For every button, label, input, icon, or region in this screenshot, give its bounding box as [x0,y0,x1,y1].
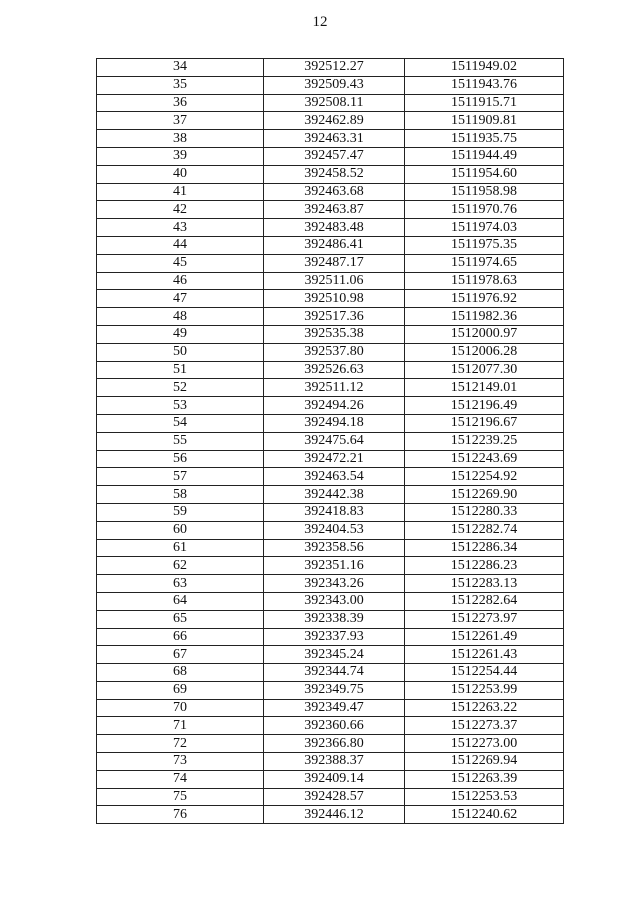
y-coordinate-cell: 1512263.22 [405,699,564,717]
y-coordinate-cell: 1512283.13 [405,575,564,593]
point-number-cell: 72 [97,735,264,753]
point-number-cell: 45 [97,254,264,272]
point-number-cell: 55 [97,432,264,450]
table-row [97,414,564,432]
point-number-cell: 62 [97,557,264,575]
table-row [97,753,564,771]
point-number-cell: 36 [97,94,264,112]
y-coordinate-cell: 1512273.00 [405,735,564,753]
table-row [97,717,564,735]
y-coordinate-cell: 1512239.25 [405,432,564,450]
point-number-cell: 48 [97,308,264,326]
y-coordinate-cell: 1511974.03 [405,219,564,237]
point-number-cell: 67 [97,646,264,664]
point-number-cell: 37 [97,112,264,130]
table-row [97,76,564,94]
point-number-cell: 75 [97,788,264,806]
point-number-cell: 41 [97,183,264,201]
y-coordinate-cell: 1512196.49 [405,397,564,415]
x-coordinate-cell: 392418.83 [264,503,405,521]
y-coordinate-cell: 1511970.76 [405,201,564,219]
point-number-cell: 51 [97,361,264,379]
y-coordinate-cell: 1512269.94 [405,753,564,771]
x-coordinate-cell: 392494.18 [264,414,405,432]
x-coordinate-cell: 392486.41 [264,236,405,254]
table-row [97,503,564,521]
point-number-cell: 40 [97,165,264,183]
table-row [97,539,564,557]
table-row [97,486,564,504]
x-coordinate-cell: 392343.26 [264,575,405,593]
x-coordinate-cell: 392511.12 [264,379,405,397]
x-coordinate-cell: 392458.52 [264,165,405,183]
point-number-cell: 68 [97,664,264,682]
x-coordinate-cell: 392442.38 [264,486,405,504]
page-number: 12 [312,14,328,30]
coordinates-table-body [97,59,564,824]
point-number-cell: 43 [97,219,264,237]
x-coordinate-cell: 392508.11 [264,94,405,112]
x-coordinate-cell: 392345.24 [264,646,405,664]
point-number-cell: 66 [97,628,264,646]
x-coordinate-cell: 392351.16 [264,557,405,575]
point-number-cell: 35 [97,76,264,94]
table-row [97,112,564,130]
y-coordinate-cell: 1512269.90 [405,486,564,504]
table-row [97,521,564,539]
x-coordinate-cell: 392511.06 [264,272,405,290]
y-coordinate-cell: 1512286.34 [405,539,564,557]
x-coordinate-cell: 392349.75 [264,681,405,699]
point-number-cell: 54 [97,414,264,432]
x-coordinate-cell: 392462.89 [264,112,405,130]
y-coordinate-cell: 1512149.01 [405,379,564,397]
x-coordinate-cell: 392475.64 [264,432,405,450]
x-coordinate-cell: 392463.31 [264,130,405,148]
point-number-cell: 70 [97,699,264,717]
table-row [97,343,564,361]
x-coordinate-cell: 392404.53 [264,521,405,539]
y-coordinate-cell: 1511974.65 [405,254,564,272]
x-coordinate-cell: 392457.47 [264,147,405,165]
x-coordinate-cell: 392517.36 [264,308,405,326]
y-coordinate-cell: 1511944.49 [405,147,564,165]
x-coordinate-cell: 392446.12 [264,806,405,824]
y-coordinate-cell: 1511976.92 [405,290,564,308]
table-row [97,610,564,628]
table-row [97,646,564,664]
table-row [97,290,564,308]
x-coordinate-cell: 392360.66 [264,717,405,735]
x-coordinate-cell: 392428.57 [264,788,405,806]
table-row [97,468,564,486]
x-coordinate-cell: 392509.43 [264,76,405,94]
point-number-cell: 58 [97,486,264,504]
point-number-cell: 57 [97,468,264,486]
table-row [97,165,564,183]
point-number-cell: 39 [97,147,264,165]
y-coordinate-cell: 1511949.02 [405,59,564,77]
y-coordinate-cell: 1512282.64 [405,592,564,610]
point-number-cell: 47 [97,290,264,308]
point-number-cell: 61 [97,539,264,557]
y-coordinate-cell: 1512273.37 [405,717,564,735]
x-coordinate-cell: 392512.27 [264,59,405,77]
table-row [97,147,564,165]
x-coordinate-cell: 392483.48 [264,219,405,237]
point-number-cell: 71 [97,717,264,735]
table-row [97,770,564,788]
table-row [97,94,564,112]
table-row [97,699,564,717]
table-row [97,272,564,290]
y-coordinate-cell: 1512280.33 [405,503,564,521]
point-number-cell: 73 [97,753,264,771]
table-row [97,361,564,379]
table-row [97,557,564,575]
point-number-cell: 46 [97,272,264,290]
y-coordinate-cell: 1511975.35 [405,236,564,254]
x-coordinate-cell: 392344.74 [264,664,405,682]
table-row [97,450,564,468]
y-coordinate-cell: 1512282.74 [405,521,564,539]
y-coordinate-cell: 1512261.43 [405,646,564,664]
y-coordinate-cell: 1512243.69 [405,450,564,468]
table-row [97,236,564,254]
y-coordinate-cell: 1512240.62 [405,806,564,824]
x-coordinate-cell: 392463.68 [264,183,405,201]
y-coordinate-cell: 1511954.60 [405,165,564,183]
y-coordinate-cell: 1511982.36 [405,308,564,326]
table-row [97,254,564,272]
table-row [97,219,564,237]
y-coordinate-cell: 1512273.97 [405,610,564,628]
point-number-cell: 53 [97,397,264,415]
x-coordinate-cell: 392535.38 [264,325,405,343]
y-coordinate-cell: 1512006.28 [405,343,564,361]
point-number-cell: 76 [97,806,264,824]
y-coordinate-cell: 1512000.97 [405,325,564,343]
x-coordinate-cell: 392494.26 [264,397,405,415]
x-coordinate-cell: 392537.80 [264,343,405,361]
x-coordinate-cell: 392388.37 [264,753,405,771]
x-coordinate-cell: 392358.56 [264,539,405,557]
point-number-cell: 56 [97,450,264,468]
x-coordinate-cell: 392510.98 [264,290,405,308]
table-row [97,432,564,450]
point-number-cell: 74 [97,770,264,788]
table-row [97,325,564,343]
table-row [97,130,564,148]
x-coordinate-cell: 392343.00 [264,592,405,610]
y-coordinate-cell: 1512254.44 [405,664,564,682]
y-coordinate-cell: 1511909.81 [405,112,564,130]
x-coordinate-cell: 392463.87 [264,201,405,219]
point-number-cell: 52 [97,379,264,397]
x-coordinate-cell: 392338.39 [264,610,405,628]
point-number-cell: 50 [97,343,264,361]
x-coordinate-cell: 392366.80 [264,735,405,753]
point-number-cell: 44 [97,236,264,254]
y-coordinate-cell: 1512077.30 [405,361,564,379]
table-row [97,735,564,753]
y-coordinate-cell: 1511943.76 [405,76,564,94]
table-row [97,183,564,201]
point-number-cell: 65 [97,610,264,628]
point-number-cell: 59 [97,503,264,521]
coordinates-table [96,58,564,824]
y-coordinate-cell: 1512196.67 [405,414,564,432]
table-row [97,681,564,699]
table-row [97,806,564,824]
y-coordinate-cell: 1512261.49 [405,628,564,646]
table-row [97,59,564,77]
point-number-cell: 64 [97,592,264,610]
y-coordinate-cell: 1512263.39 [405,770,564,788]
table-row [97,628,564,646]
y-coordinate-cell: 1512254.92 [405,468,564,486]
table-row [97,397,564,415]
x-coordinate-cell: 392409.14 [264,770,405,788]
point-number-cell: 60 [97,521,264,539]
point-number-cell: 63 [97,575,264,593]
table-row [97,308,564,326]
y-coordinate-cell: 1511935.75 [405,130,564,148]
table-row [97,575,564,593]
x-coordinate-cell: 392526.63 [264,361,405,379]
y-coordinate-cell: 1512253.53 [405,788,564,806]
point-number-cell: 42 [97,201,264,219]
table-row [97,379,564,397]
point-number-cell: 34 [97,59,264,77]
x-coordinate-cell: 392349.47 [264,699,405,717]
table-row [97,788,564,806]
y-coordinate-cell: 1511958.98 [405,183,564,201]
point-number-cell: 69 [97,681,264,699]
point-number-cell: 49 [97,325,264,343]
x-coordinate-cell: 392463.54 [264,468,405,486]
point-number-cell: 38 [97,130,264,148]
table-row [97,201,564,219]
y-coordinate-cell: 1512286.23 [405,557,564,575]
table-row [97,592,564,610]
x-coordinate-cell: 392487.17 [264,254,405,272]
y-coordinate-cell: 1511915.71 [405,94,564,112]
y-coordinate-cell: 1511978.63 [405,272,564,290]
y-coordinate-cell: 1512253.99 [405,681,564,699]
x-coordinate-cell: 392472.21 [264,450,405,468]
x-coordinate-cell: 392337.93 [264,628,405,646]
table-row [97,664,564,682]
